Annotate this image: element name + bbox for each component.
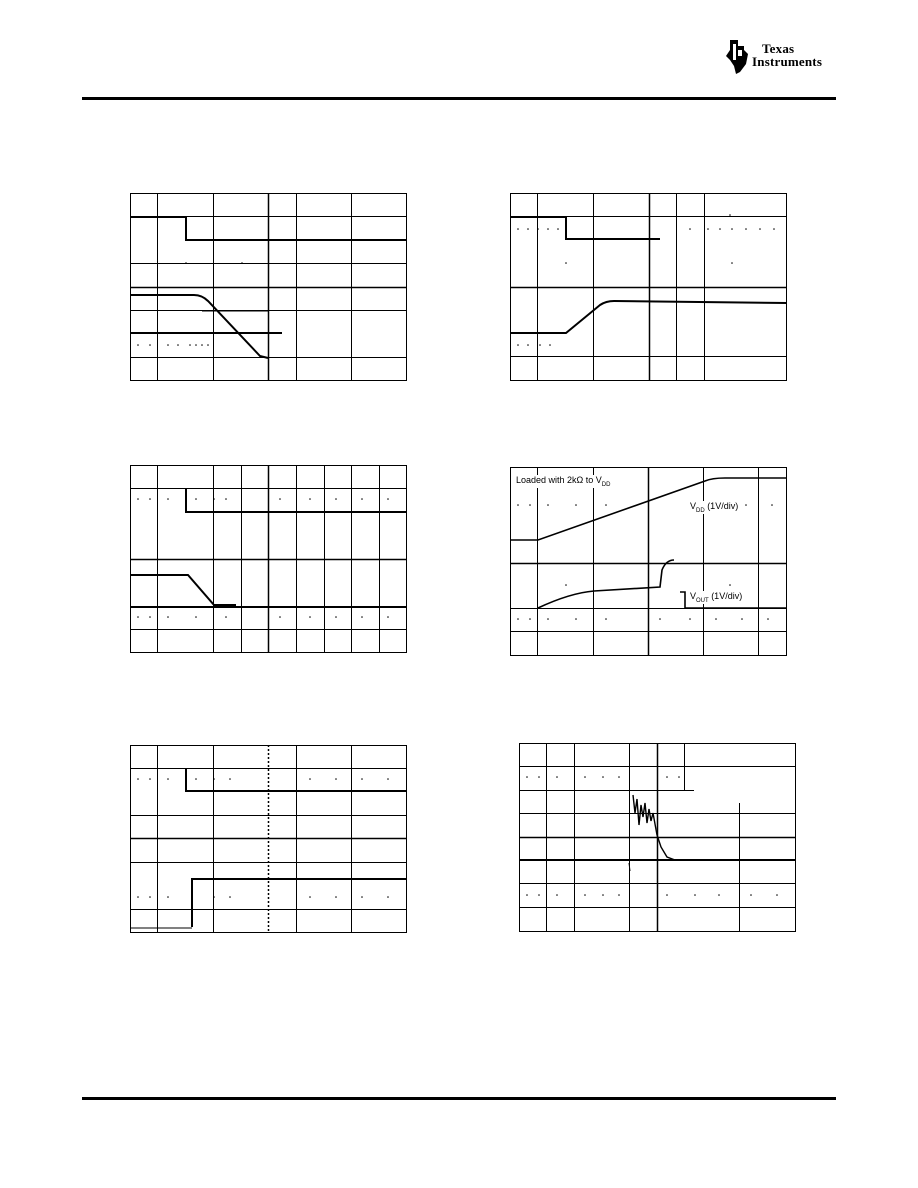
scope-4: [510, 467, 788, 657]
logo-line-1: Texas: [762, 41, 795, 56]
scope-4-center-axes: [510, 467, 787, 656]
scope-1: [130, 193, 408, 382]
scope-5-center-axes: [130, 745, 407, 933]
scope-6-dots: [526, 776, 778, 896]
scope-1-center-axes: [130, 193, 407, 381]
scope-3: [130, 465, 408, 654]
scope-2-plot: [510, 193, 788, 382]
scope-6: [519, 743, 797, 933]
scope-5: [130, 745, 408, 934]
scope-2-dots: [517, 214, 775, 346]
scope-5-traces: [130, 769, 407, 928]
scope-4-load-annotation: Loaded with 2kΩ to $V_{DD}$: [516, 475, 611, 488]
ti-logo-wordmark: [752, 42, 822, 68]
scope-6-plot: [519, 743, 797, 933]
scope-2-traces: [510, 217, 787, 333]
scope-3-plot: [130, 465, 408, 654]
footer-rule: [82, 1097, 836, 1100]
header-rule: [82, 97, 836, 100]
scope-4-plot: [510, 467, 788, 657]
scope-2: [510, 193, 788, 382]
logo-line-2: Instruments: [752, 54, 823, 69]
scope-2-center-axes: [510, 193, 787, 381]
scope-1-plot: [130, 193, 408, 382]
scope-3-center-axes: [130, 465, 407, 653]
scope-4-vout-label: $V_{OUT}$ (1V/div): [690, 591, 743, 604]
scope-5-plot: [130, 745, 408, 934]
scope-4-vdd-label: $V_{DD}$ (1V/div): [690, 501, 739, 514]
